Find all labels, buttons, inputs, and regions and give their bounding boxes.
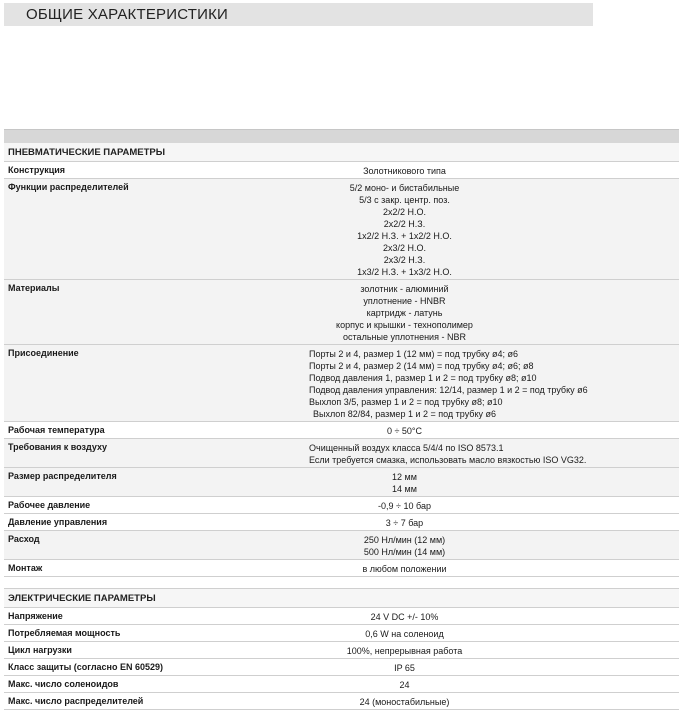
parameter-label: Рабочее давление (8, 500, 91, 510)
parameter-values (309, 348, 588, 420)
table-row (4, 560, 679, 577)
parameter-value: 5/3 с закр. центр. поз. (359, 195, 450, 205)
parameter-values (309, 425, 500, 437)
table-row (4, 162, 679, 179)
parameter-value: 2x3/2 Н.О. (382, 243, 427, 253)
parameter-label: Монтаж (8, 563, 43, 573)
parameter-value: 1x2/2 Н.З. + 1x2/2 Н.О. (357, 231, 452, 241)
parameter-values (309, 662, 500, 674)
section-spacer (4, 577, 679, 589)
parameter-values (309, 500, 500, 512)
parameter-values (309, 517, 500, 529)
parameter-value: 2x2/2 Н.З. (383, 219, 426, 229)
parameter-value: 12 мм (392, 472, 417, 482)
parameter-value: 0 ÷ 50°C (386, 426, 423, 436)
table-row (4, 608, 679, 625)
parameter-values (309, 679, 500, 691)
parameter-value: картридж - латунь (366, 308, 443, 318)
parameter-value: Подвод давления управления: 12/14, размер 1 и 2 = под трубку ø6 (309, 385, 588, 395)
table-row (4, 280, 679, 345)
section-title: ЭЛЕКТРИЧЕСКИЕ ПАРАМЕТРЫ (8, 593, 156, 604)
table-row (4, 531, 679, 560)
parameter-values (309, 563, 500, 575)
parameter-label: Размер распределителя (8, 471, 117, 481)
table-row (4, 659, 679, 676)
parameter-values (309, 611, 500, 623)
table-row (4, 676, 679, 693)
parameter-label: Присоединение (8, 348, 79, 358)
parameter-value: Очищенный воздух класса 5/4/4 по ISO 8573.1 (309, 443, 504, 453)
section-title: ПНЕВМАТИЧЕСКИЕ ПАРАМЕТРЫ (8, 147, 166, 158)
parameter-value: Порты 2 и 4, размер 1 (12 мм) = под трубку ø4; ø6 (309, 349, 519, 359)
parameter-label: Макс. число соленоидов (8, 679, 119, 689)
parameter-values (309, 283, 500, 343)
parameter-value: 0,6 W на соленоид (365, 629, 444, 639)
parameter-label: Конструкция (8, 165, 66, 175)
parameter-value: в любом положении (362, 564, 447, 574)
table-row (4, 468, 679, 497)
table-row (4, 345, 679, 422)
parameter-value: IP 65 (394, 663, 415, 673)
parameter-label: Макс. число распределителей (8, 696, 144, 706)
parameter-value: 100%, непрерывная работа (346, 646, 463, 656)
parameter-value: корпус и крышки - технополимер (336, 320, 473, 330)
parameter-label: Класс защиты (согласно EN 60529) (8, 662, 164, 672)
parameter-value: 14 мм (392, 484, 417, 494)
parameter-value: Выхлоп 82/84, размер 1 и 2 = под трубку ø6 (312, 409, 496, 419)
table-row (4, 439, 679, 468)
parameter-label: Рабочая температура (8, 425, 105, 435)
parameter-value: 24 (моностабильные) (359, 697, 450, 707)
section-header (4, 143, 679, 162)
parameter-value: Порты 2 и 4, размер 2 (14 мм) = под трубку ø4; ø6; ø8 (309, 361, 534, 371)
parameter-values (309, 165, 500, 177)
table-row (4, 642, 679, 659)
table-row (4, 179, 679, 280)
parameter-value: -0,9 ÷ 10 бар (378, 501, 431, 511)
parameter-label: Потребляемая мощность (8, 628, 121, 638)
parameter-values (309, 645, 500, 657)
parameter-label: Требования к воздуху (8, 442, 108, 452)
parameter-value: Выхлоп 3/5, размер 1 и 2 = под трубку ø8; ø10 (309, 397, 503, 407)
parameter-value: 500 Нл/мин (14 мм) (363, 547, 446, 557)
parameter-label: Напряжение (8, 611, 63, 621)
parameter-value: уплотнение - HNBR (363, 296, 446, 306)
parameter-value: Подвод давления 1, размер 1 и 2 = под трубку ø8; ø10 (309, 373, 537, 383)
parameter-label: Давление управления (8, 517, 108, 527)
table-row (4, 693, 679, 710)
table-row (4, 497, 679, 514)
parameter-value: 24 V DC +/- 10% (370, 612, 439, 622)
parameter-value: 24 (399, 680, 410, 690)
parameter-value: остальные уплотнения - NBR (343, 332, 466, 342)
parameter-value: Если требуется смазка, использовать масло вязкостью ISO VG32. (309, 455, 587, 465)
parameter-value: 2x2/2 Н.О. (382, 207, 427, 217)
parameter-label: Цикл нагрузки (8, 645, 72, 655)
parameter-values (309, 628, 500, 640)
table-row (4, 422, 679, 439)
parameter-value: 250 Нл/мин (12 мм) (363, 535, 446, 545)
table-top-divider (4, 129, 679, 144)
parameter-values (309, 471, 500, 495)
parameter-values (309, 534, 500, 558)
page-header (4, 3, 593, 26)
parameter-label: Расход (8, 534, 40, 544)
parameter-value: 3 ÷ 7 бар (385, 518, 424, 528)
table-row (4, 514, 679, 531)
parameter-label: Функции распределителей (8, 182, 129, 192)
specifications-table (4, 143, 679, 710)
parameter-values (309, 442, 587, 466)
parameter-value: 2x3/2 Н.З. (383, 255, 426, 265)
parameter-value: золотник - алюминий (360, 284, 449, 294)
table-row (4, 625, 679, 642)
parameter-value: 5/2 моно- и бистабильные (349, 183, 460, 193)
parameter-label: Материалы (8, 283, 60, 293)
section-header (4, 589, 679, 608)
parameter-values (309, 182, 500, 278)
parameter-values (309, 696, 500, 708)
parameter-value: Золотникового типа (363, 166, 446, 176)
parameter-value: 1x3/2 Н.З. + 1x3/2 Н.О. (357, 267, 452, 277)
page-title: ОБЩИЕ ХАРАКТЕРИСТИКИ (26, 6, 229, 23)
